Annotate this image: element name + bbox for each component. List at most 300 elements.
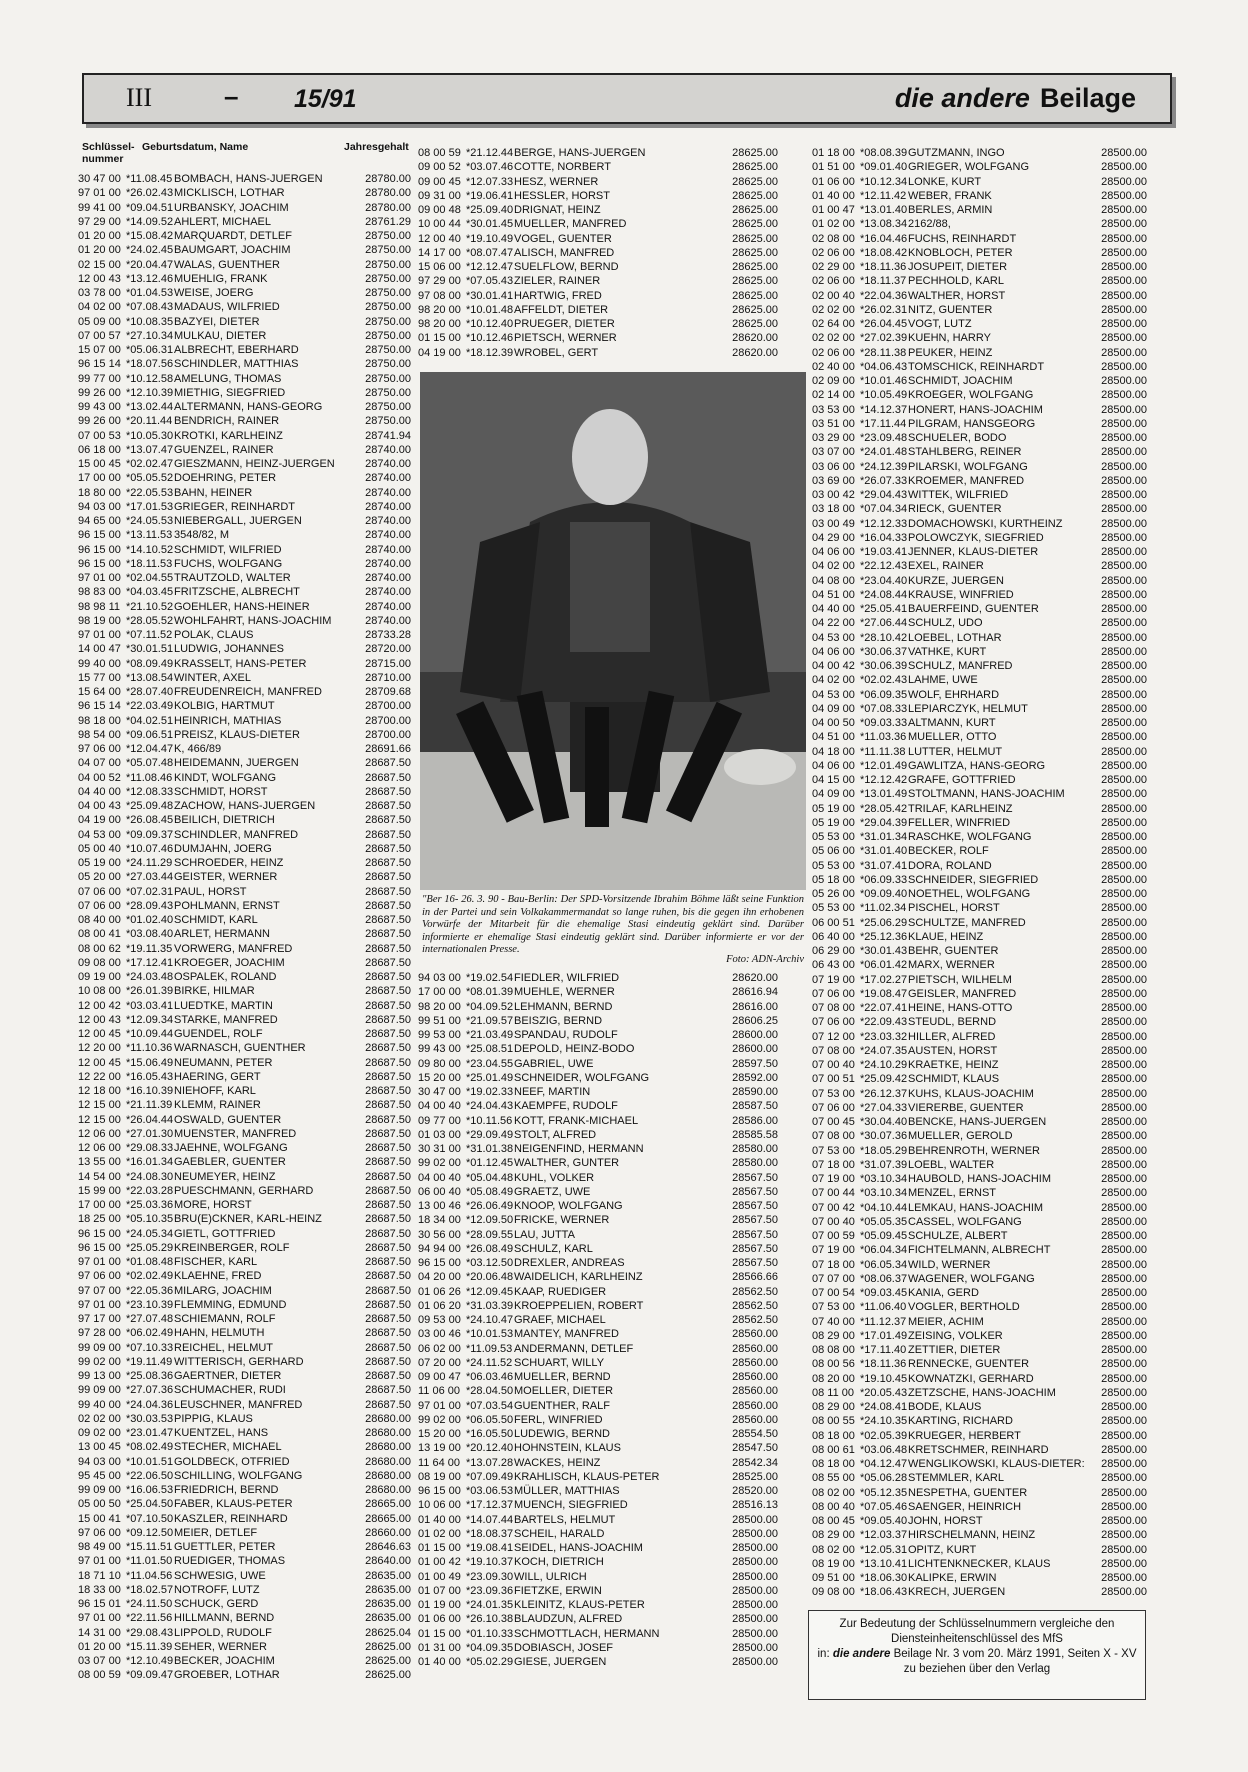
- key-number: 08 18 00: [812, 1458, 855, 1470]
- person-name: BLAUDZUN, ALFRED: [514, 1613, 623, 1626]
- annual-salary: 28740.00: [365, 500, 411, 513]
- key-number: 09 02 00: [78, 1427, 121, 1439]
- annual-salary: 28687.50: [365, 785, 411, 798]
- section-number: III: [126, 83, 152, 112]
- annual-salary: 28500.00: [1101, 1230, 1147, 1242]
- birth-date: *13.07.47: [126, 443, 174, 456]
- key-number: 05 09 00: [78, 315, 121, 328]
- person-name: KROEGER, WOLFGANG: [908, 389, 1034, 402]
- birth-date: *30.04.40: [860, 1116, 908, 1128]
- key-number: 07 00 45: [812, 1116, 855, 1128]
- list-item: [78, 984, 411, 998]
- annual-salary: 28500.00: [1101, 888, 1147, 900]
- annual-salary: 28687.50: [365, 1142, 411, 1154]
- person-name: GUENDEL, ROLF: [174, 1028, 263, 1040]
- annual-salary: 28710.00: [365, 671, 411, 684]
- list-item: [812, 1129, 1147, 1143]
- birth-date: *05.07.48: [126, 757, 174, 770]
- birth-date: *19.02.54: [466, 972, 514, 984]
- annual-salary: 28687.50: [365, 1042, 411, 1055]
- person-name: HEINRICH, MATHIAS: [174, 714, 282, 727]
- annual-salary: 28687.50: [365, 1199, 411, 1211]
- birth-date: *06.01.42: [860, 959, 908, 972]
- birth-date: *12.05.31: [860, 1543, 908, 1556]
- key-number: 08 18 00: [812, 1429, 855, 1442]
- list-item: [812, 331, 1147, 345]
- person-name: PRUEGER, DIETER: [514, 318, 615, 330]
- annual-salary: 28500.00: [1101, 1386, 1147, 1399]
- person-name: BECKER, ROLF: [908, 845, 989, 858]
- annual-salary: 28680.00: [365, 1427, 411, 1439]
- list-item: [812, 574, 1147, 588]
- key-number: 07 06 00: [812, 1101, 855, 1114]
- key-number: 07 18 00: [812, 1258, 855, 1271]
- person-name: HILLER, ALFRED: [908, 1030, 996, 1043]
- key-number: 03 51 00: [812, 417, 855, 430]
- person-name: MUELLER, GEROLD: [908, 1130, 1013, 1143]
- annual-salary: 28500.00: [1101, 489, 1147, 501]
- key-number: 15 20 00: [418, 1071, 461, 1084]
- birth-date: *07.08.33: [860, 702, 908, 715]
- list-item: [78, 728, 411, 742]
- list-item: [78, 400, 411, 414]
- annual-salary: 28500.00: [1101, 1557, 1147, 1570]
- key-number: 97 28 00: [78, 1327, 121, 1340]
- list-item: [418, 1470, 778, 1484]
- list-item: [78, 1155, 411, 1169]
- person-name: KOWNATZKI, GERHARD: [908, 1372, 1034, 1385]
- birth-date: *26.02.31: [860, 303, 908, 316]
- birth-date: *15.11.39: [126, 1640, 173, 1653]
- list-item: [78, 714, 411, 728]
- annual-salary: 28665.00: [365, 1512, 411, 1525]
- annual-salary: 28500.00: [1101, 1443, 1147, 1456]
- list-item: [812, 702, 1147, 716]
- annual-salary: 28680.00: [365, 1469, 411, 1482]
- list-item: [78, 1312, 411, 1326]
- birth-date: *23.03.32: [860, 1030, 908, 1043]
- list-item: [418, 1441, 778, 1455]
- birth-date: *31.07.39: [860, 1158, 908, 1171]
- list-item: [812, 1443, 1147, 1457]
- list-item: [418, 1513, 778, 1527]
- key-number: 07 00 57: [78, 329, 121, 342]
- annual-salary: 28500.00: [732, 1627, 778, 1640]
- list-item: [78, 486, 411, 500]
- list-item: [418, 1057, 778, 1071]
- birth-date: *04.02.51: [126, 714, 174, 727]
- annual-salary: 28500.00: [1101, 446, 1147, 459]
- annual-salary: 28750.00: [365, 301, 411, 314]
- list-item: [812, 1557, 1147, 1571]
- person-name: KUHL, VOLKER: [514, 1171, 595, 1184]
- key-number: 02 40 00: [812, 360, 855, 373]
- annual-salary: 28606.25: [732, 1014, 778, 1027]
- person-name: GAEBLER, GUENTER: [174, 1156, 286, 1169]
- annual-salary: 28500.00: [1101, 261, 1147, 273]
- key-number: 07 00 40: [812, 1059, 855, 1071]
- annual-salary: 28500.00: [732, 1527, 778, 1540]
- person-name: LAU, JUTTA: [514, 1228, 575, 1241]
- person-name: SAENGER, HEINRICH: [908, 1500, 1022, 1513]
- key-number: 04 40 00: [78, 785, 121, 798]
- birth-date: *16.06.53: [126, 1484, 174, 1496]
- list-item: [78, 1569, 411, 1583]
- birth-date: *26.08.49: [466, 1242, 514, 1255]
- list-item: [78, 500, 411, 514]
- list-item: [812, 1072, 1147, 1086]
- annual-salary: 28567.50: [732, 1214, 778, 1227]
- birth-date: *22.12.43: [860, 560, 908, 573]
- note-line-2: Diensteinheitenschlüssel des MfS: [891, 1633, 1063, 1645]
- list-item: [812, 1585, 1147, 1599]
- list-item: [812, 1044, 1147, 1058]
- person-name: MARQUARDT, DETLEF: [174, 230, 292, 242]
- birth-date: *24.10.29: [860, 1059, 908, 1071]
- birth-date: *19.06.41: [466, 189, 514, 202]
- annual-salary: 28750.00: [365, 358, 411, 371]
- person-name: KUENTZEL, HANS: [174, 1427, 269, 1439]
- person-name: KROEGER, JOACHIM: [174, 956, 285, 969]
- birth-date: *06.02.49: [126, 1327, 174, 1340]
- annual-salary: 28500.00: [732, 1656, 778, 1668]
- annual-salary: 28715.00: [365, 657, 411, 670]
- birth-date: *25.09.40: [466, 204, 514, 216]
- annual-salary: 28600.00: [732, 1029, 778, 1041]
- list-item: [78, 443, 411, 457]
- birth-date: *11.08.46: [126, 771, 173, 784]
- birth-date: *15.11.51: [126, 1541, 173, 1553]
- person-name: SEIDEL, HANS-JOACHIM: [514, 1542, 643, 1554]
- list-item: [78, 999, 411, 1013]
- birth-date: *31.07.41: [860, 859, 908, 872]
- list-item: [812, 1414, 1147, 1428]
- annual-salary: 28741.94: [365, 429, 411, 442]
- list-item: [418, 317, 778, 331]
- annual-salary: 28625.00: [732, 218, 778, 231]
- key-number: 15 20 00: [418, 1428, 461, 1440]
- list-item: [418, 146, 778, 160]
- annual-salary: 28687.50: [365, 1113, 411, 1126]
- key-number: 09 31 00: [418, 189, 461, 202]
- person-name: KRECH, JUERGEN: [908, 1586, 1006, 1599]
- list-item: [812, 1471, 1147, 1485]
- person-name: TRILAF, KARLHEINZ: [908, 802, 1013, 815]
- annual-salary: 28687.50: [365, 985, 411, 998]
- list-item: [78, 414, 411, 428]
- birth-date: *11.10.36: [126, 1042, 173, 1055]
- list-column-4: [812, 146, 1147, 1600]
- list-item: [812, 474, 1147, 488]
- person-name: NITZ, GUENTER: [908, 303, 993, 316]
- person-name: GUETTLER, PETER: [174, 1541, 276, 1553]
- birth-date: *10.01.48: [466, 303, 514, 316]
- person-name: KLAUE, HEINZ: [908, 930, 984, 943]
- list-item: [418, 1584, 778, 1598]
- person-name: MÜLLER, MATTHIAS: [514, 1485, 620, 1497]
- birth-date: *11.04.56: [126, 1569, 173, 1582]
- key-number: 10 06 00: [418, 1499, 461, 1512]
- person-name: BERGE, HANS-JUERGEN: [514, 147, 646, 159]
- list-item: [78, 386, 411, 400]
- list-item: [812, 1286, 1147, 1300]
- list-item: [418, 1199, 778, 1213]
- birth-date: *14.10.52: [126, 543, 174, 556]
- birth-date: *23.04.55: [466, 1057, 514, 1070]
- key-number: 11 64 00: [418, 1456, 461, 1469]
- list-item: [812, 1300, 1147, 1314]
- person-name: HILLMANN, BERND: [174, 1612, 275, 1625]
- list-item: [78, 942, 411, 956]
- birth-date: *26.02.43: [126, 187, 174, 200]
- key-number: 09 00 52: [418, 161, 461, 174]
- person-name: BOMBACH, HANS-JUERGEN: [174, 173, 323, 185]
- key-number: 06 00 40: [418, 1185, 461, 1198]
- key-number: 99 09 00: [78, 1384, 121, 1397]
- key-number: 04 07 00: [78, 757, 121, 770]
- birth-date: *19.08.41: [466, 1542, 514, 1554]
- birth-date: *09.09.37: [126, 828, 174, 841]
- person-name: ZEISING, VOLKER: [908, 1329, 1003, 1342]
- key-number: 01 07 00: [418, 1584, 461, 1597]
- list-item: [812, 987, 1147, 1001]
- key-number: 97 01 00: [78, 572, 121, 584]
- list-item: [418, 1327, 778, 1341]
- annual-salary: 28500.00: [1101, 303, 1147, 316]
- person-name: KLEMM, RAINER: [174, 1099, 261, 1112]
- annual-salary: 28500.00: [1101, 1586, 1147, 1599]
- birth-date: *24.05.53: [126, 515, 174, 527]
- key-number: 04 00 43: [78, 800, 121, 812]
- list-item: [418, 1156, 778, 1170]
- birth-date: *12.01.49: [860, 759, 908, 772]
- person-name: SCHEIL, HARALD: [514, 1527, 605, 1540]
- annual-salary: 28525.00: [732, 1470, 778, 1483]
- key-number: 04 19 00: [78, 814, 121, 827]
- birth-date: *06.03.46: [466, 1371, 514, 1383]
- person-name: VATHKE, KURT: [908, 645, 987, 658]
- person-name: EXEL, RAINER: [908, 560, 984, 573]
- key-number: 07 06 00: [812, 987, 855, 1000]
- list-item: [418, 303, 778, 317]
- list-item: [812, 403, 1147, 417]
- person-name: WAGENER, WOLFGANG: [908, 1272, 1035, 1285]
- person-name: FELLER, WINFRIED: [908, 816, 1011, 829]
- person-name: RENNECKE, GUENTER: [908, 1358, 1030, 1371]
- list-item: [812, 160, 1147, 174]
- key-number: 09 19 00: [78, 971, 121, 983]
- key-number: 14 54 00: [78, 1170, 121, 1183]
- key-number: 04 53 00: [812, 631, 855, 644]
- annual-salary: 28587.50: [732, 1100, 778, 1113]
- list-item: [812, 1571, 1147, 1585]
- list-item: [418, 1028, 778, 1042]
- person-name: SCHULZ, KARL: [514, 1242, 593, 1255]
- list-item: [78, 1298, 411, 1312]
- person-name: GOEHLER, HANS-HEINER: [174, 600, 310, 613]
- annual-salary: 28500.00: [1101, 916, 1147, 929]
- birth-date: *10.11.56: [466, 1114, 513, 1127]
- annual-salary: 28560.00: [732, 1399, 778, 1412]
- annual-salary: 28625.00: [732, 147, 778, 159]
- key-number: 99 43 00: [78, 401, 121, 413]
- annual-salary: 28500.00: [1101, 1016, 1147, 1029]
- list-item: [812, 417, 1147, 431]
- list-item: [78, 457, 411, 471]
- key-number: 05 06 00: [812, 845, 855, 858]
- key-number: 07 00 44: [812, 1187, 855, 1200]
- birth-date: *19.10.37: [466, 1556, 514, 1569]
- person-name: BENDRICH, RAINER: [174, 415, 280, 428]
- list-item: [78, 1198, 411, 1212]
- list-column-1: [78, 172, 411, 1683]
- annual-salary: 28700.00: [365, 714, 411, 727]
- key-number: 01 15 00: [418, 332, 461, 345]
- person-name: STARKE, MANFRED: [174, 1013, 278, 1026]
- birth-date: *17.01.49: [860, 1329, 908, 1342]
- birth-date: *12.12.33: [860, 517, 908, 530]
- person-name: GUENZEL, RAINER: [174, 443, 274, 456]
- annual-salary: 28687.50: [365, 1256, 411, 1268]
- person-name: PECHHOLD, KARL: [908, 275, 1004, 288]
- birth-date: *07.08.43: [126, 301, 174, 314]
- list-item: [78, 272, 411, 286]
- birth-date: *10.07.46: [126, 842, 174, 855]
- key-number: 12 22 00: [78, 1070, 121, 1083]
- birth-date: *29.04.43: [860, 489, 908, 501]
- person-name: GUENTHER, RALF: [514, 1399, 610, 1412]
- key-number: 98 20 00: [418, 303, 461, 316]
- annual-salary: 28500.00: [1101, 246, 1147, 259]
- annual-salary: 28740.00: [365, 600, 411, 613]
- person-name: ZETTIER, DIETER: [908, 1344, 1001, 1356]
- annual-salary: 28500.00: [1101, 474, 1147, 487]
- birth-date: *16.01.34: [126, 1156, 174, 1169]
- key-number: 99 40 00: [78, 1398, 121, 1411]
- list-item: [78, 785, 411, 799]
- key-number: 09 53 00: [418, 1314, 461, 1326]
- birth-date: *23.09.30: [466, 1570, 514, 1583]
- person-name: RUEDIGER, THOMAS: [174, 1555, 286, 1568]
- annual-salary: 28687.50: [365, 956, 411, 969]
- birth-date: *10.12.58: [126, 372, 174, 385]
- annual-salary: 28500.00: [1101, 1215, 1147, 1228]
- key-number: 07 18 00: [812, 1158, 855, 1171]
- key-number: 97 06 00: [78, 743, 121, 755]
- person-name: ALTMANN, KURT: [908, 717, 996, 729]
- birth-date: *09.12.50: [126, 1526, 174, 1539]
- annual-salary: 28560.00: [732, 1342, 778, 1355]
- key-number: 01 19 00: [418, 1599, 461, 1611]
- birth-date: *20.05.43: [860, 1386, 908, 1399]
- annual-salary: 28625.00: [365, 1655, 411, 1667]
- key-number: 13 55 00: [78, 1156, 121, 1169]
- list-item: [812, 930, 1147, 944]
- list-item: [418, 189, 778, 203]
- key-number: 98 49 00: [78, 1541, 121, 1553]
- key-number: 01 20 00: [78, 244, 121, 257]
- list-item: [78, 1640, 411, 1654]
- annual-salary: 28500.00: [732, 1584, 778, 1597]
- annual-salary: 28500.00: [732, 1641, 778, 1654]
- person-name: FUCHS, WOLFGANG: [174, 557, 283, 570]
- key-number: 05 53 00: [812, 859, 855, 872]
- birth-date: *30.06.37: [860, 645, 908, 658]
- list-item: [812, 1400, 1147, 1414]
- key-number: 08 00 55: [812, 1415, 855, 1428]
- birth-date: *07.09.49: [466, 1470, 514, 1483]
- list-item: [78, 1654, 411, 1668]
- birth-date: *06.04.34: [860, 1244, 908, 1257]
- list-item: [78, 1626, 411, 1640]
- key-number: 03 69 00: [812, 474, 855, 487]
- key-number: 08 29 00: [812, 1401, 855, 1413]
- annual-salary: 28500.00: [1101, 332, 1147, 345]
- photo-caption: "Ber 16- 26. 3. 90 - Bau-Berlin: Der SPD-Vorsitzende Ibrahim Böhme läßt seine Funktion in der Partei und sein Volkakammermandat so lange ruhen, bis die gegen ihn erhobenen Vorwürfe der Mitarbeit für die ehemalige Stasi eindeutig geklärt sind. Darüber informierte er ehemalige Stasi eindeutig geklärt sind. Darüber informierte er vor der internationalen Presse.: [422, 894, 804, 955]
- birth-date: *05.02.29: [466, 1656, 514, 1668]
- annual-salary: 28500.00: [1101, 1087, 1147, 1100]
- birth-date: *11.01.50: [126, 1555, 173, 1568]
- annual-salary: 28500.00: [1101, 831, 1147, 843]
- annual-salary: 28500.00: [1101, 788, 1147, 801]
- key-number: 99 02 00: [78, 1355, 121, 1368]
- person-name: HIRSCHELMANN, HEINZ: [908, 1529, 1036, 1542]
- key-number: 03 29 00: [812, 432, 855, 444]
- annual-salary: 28740.00: [365, 515, 411, 527]
- person-name: WALTHER, GUNTER: [514, 1157, 620, 1170]
- key-number: 01 40 00: [418, 1513, 461, 1526]
- birth-date: *05.10.35: [126, 1213, 174, 1226]
- person-name: DRIGNAT, HEINZ: [514, 204, 601, 216]
- birth-date: *25.08.51: [466, 1043, 514, 1056]
- annual-salary: 28687.50: [365, 1028, 411, 1040]
- birth-date: *26.10.38: [466, 1613, 514, 1626]
- annual-salary: 28687.50: [365, 1284, 411, 1297]
- person-name: SCHMOTTLACH, HERMANN: [514, 1627, 660, 1640]
- person-name: BARTELS, HELMUT: [514, 1513, 616, 1526]
- key-number: 01 40 00: [418, 1656, 461, 1668]
- annual-salary: 28500.00: [1101, 389, 1147, 402]
- birth-date: *24.08.41: [860, 1401, 908, 1413]
- person-name: WINTER, AXEL: [174, 671, 252, 684]
- birth-date: *09.09.47: [126, 1669, 174, 1682]
- key-number: 99 51 00: [418, 1014, 461, 1027]
- person-name: NIEHOFF, KARL: [174, 1085, 256, 1097]
- list-item: [812, 289, 1147, 303]
- list-item: [418, 1085, 778, 1099]
- birth-date: *04.03.45: [126, 586, 174, 599]
- list-item: [812, 217, 1147, 231]
- person-name: BEISZIG, BERND: [514, 1014, 603, 1027]
- list-item: [418, 1627, 778, 1641]
- person-name: MICKLISCH, LOTHAR: [174, 187, 285, 200]
- person-name: KRAHLISCH, KLAUS-PETER: [514, 1470, 660, 1483]
- birth-date: *20.04.47: [126, 258, 174, 271]
- key-number: 08 00 56: [812, 1358, 855, 1371]
- list-item: [812, 1015, 1147, 1029]
- person-name: LONKE, KURT: [908, 175, 982, 188]
- person-name: MUEHLIG, FRANK: [174, 272, 268, 285]
- list-item: [418, 289, 778, 303]
- birth-date: *05.04.48: [466, 1171, 514, 1184]
- birth-date: *24.02.45: [126, 244, 174, 257]
- annual-salary: 28687.50: [365, 857, 411, 869]
- birth-date: *17.11.40: [860, 1344, 907, 1356]
- person-name: STAHLBERG, REINER: [908, 446, 1022, 459]
- person-name: SCHINDLER, MANFRED: [174, 828, 299, 841]
- key-number: 09 00 47: [418, 1371, 461, 1383]
- annual-salary: 28740.00: [365, 572, 411, 584]
